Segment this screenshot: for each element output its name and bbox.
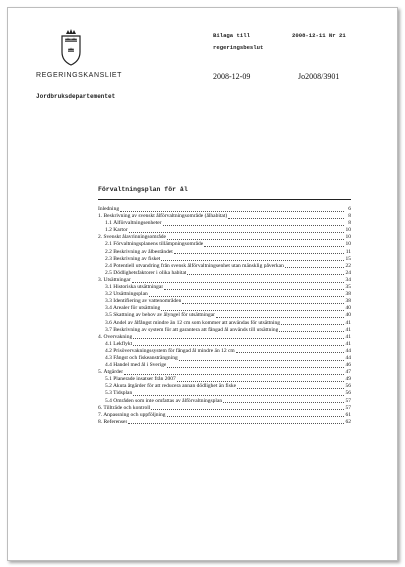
- table-of-contents: [98, 206, 351, 426]
- toc-leader-dots: [187, 274, 344, 275]
- toc-entry: [98, 398, 351, 405]
- toc-entry-label: 2.4 Potentiell utvandring från svensk ålförvaltningsenhet utan mänsklig påverkan: [105, 262, 284, 269]
- toc-entry-page: 47: [345, 369, 351, 376]
- toc-entry: [98, 220, 351, 227]
- toc-entry: [98, 383, 351, 390]
- toc-entry-label: 5. Åtgärder: [98, 369, 124, 376]
- toc-entry-page: 34: [345, 276, 351, 283]
- toc-entry: [98, 249, 351, 256]
- document-reference: Jo2008/3901: [298, 72, 340, 81]
- toc-entry: [98, 334, 351, 341]
- toc-entry-page: 44: [345, 347, 351, 354]
- toc-entry: [98, 227, 351, 234]
- toc-entry: [98, 312, 351, 319]
- toc-entry-label: 4. Övervakning: [98, 333, 133, 340]
- toc-entry: [98, 270, 351, 277]
- toc-entry-page: 24: [345, 269, 351, 276]
- toc-entry-label: 1. Beskrivning av svenskt ålförvaltningsområde (ålhabitat): [98, 213, 228, 220]
- toc-entry-label: 2.3 Beskrivning av fisket: [105, 255, 161, 262]
- toc-entry-label: 5.1 Planerade insatser från 2007: [105, 376, 176, 383]
- toc-leader-dots: [174, 253, 344, 254]
- document-page: [7, 7, 398, 561]
- toc-entry: [98, 241, 351, 248]
- toc-leader-dots: [216, 317, 344, 318]
- toc-entry-page: 35: [345, 284, 351, 291]
- toc-entry: [98, 355, 351, 362]
- toc-leader-dots: [151, 409, 344, 410]
- toc-entry: [98, 369, 351, 376]
- toc-entry: [98, 298, 351, 305]
- toc-entry-page: 41: [345, 319, 351, 326]
- toc-entry-page: 38: [345, 298, 351, 305]
- toc-entry-label: 1.2 Kartor: [105, 227, 128, 234]
- toc-entry-page: 15: [345, 255, 351, 262]
- toc-leader-dots: [120, 211, 344, 212]
- toc-entry-label: 5.2 Akuta åtgärder för att reducera annan dödlighet än fiske: [105, 383, 237, 390]
- toc-leader-dots: [177, 381, 344, 382]
- toc-entry: [98, 320, 351, 327]
- toc-entry-label: 2.1 Förvaltningsplanens tillämpningsområde: [105, 241, 204, 248]
- toc-leader-dots: [164, 289, 344, 290]
- toc-leader-dots: [237, 388, 344, 389]
- toc-entry: [98, 284, 351, 291]
- toc-leader-dots: [279, 331, 344, 332]
- toc-entry-page: 6: [348, 206, 351, 212]
- toc-entry-page: 41: [345, 326, 351, 333]
- toc-entry-page: 61: [345, 411, 351, 418]
- toc-entry-page: 56: [345, 383, 351, 390]
- toc-entry-page: 56: [345, 390, 351, 397]
- regeringskansliet-logo: [36, 28, 123, 88]
- toc-entry-page: 62: [345, 418, 351, 425]
- toc-leader-dots: [133, 395, 344, 396]
- toc-entry: [98, 327, 351, 334]
- toc-leader-dots: [124, 374, 344, 375]
- toc-entry-page: 57: [345, 397, 351, 404]
- toc-entry-label: 4.4 Handel med ål i Sverige: [105, 362, 167, 369]
- toc-entry-label: 3.4 Arealer för utsättning: [105, 305, 161, 312]
- toc-entry: [98, 213, 351, 220]
- toc-leader-dots: [129, 232, 344, 233]
- bilaga-label: Bilaga till: [213, 32, 250, 39]
- three-crowns-crest-icon: [57, 28, 85, 72]
- toc-leader-dots: [161, 310, 344, 311]
- toc-entry: [98, 376, 351, 383]
- toc-entry-page: 8: [348, 220, 351, 227]
- toc-leader-dots: [128, 423, 344, 424]
- toc-entry-label: 3.7 Beskrivning av system för att garantera att fångad ål används till utsättning: [105, 326, 279, 333]
- toc-entry: [98, 234, 351, 241]
- toc-leader-dots: [132, 282, 344, 283]
- department-name: Jordbruksdepartementet: [36, 93, 116, 100]
- toc-entry-label: 5.4 Områden som inte omfattas av ålförvaltningsplan: [105, 397, 223, 404]
- toc-leader-dots: [223, 402, 344, 403]
- toc-entry: [98, 362, 351, 369]
- toc-entry-page: 22: [345, 262, 351, 269]
- toc-leader-dots: [236, 352, 344, 353]
- toc-entry-label: 6. Tillträde och kontroll: [98, 404, 151, 411]
- toc-entry-label: 4.2 Prisövervakningssystem för fångad ål mindre än 12 cm: [105, 347, 235, 354]
- toc-entry: [98, 291, 351, 298]
- toc-entry-page: 49: [345, 376, 351, 383]
- toc-entry-label: 3.3 Identifiering av vattenområden: [105, 298, 182, 305]
- toc-entry-label: 7. Anpassning och uppföljning: [98, 411, 166, 418]
- toc-leader-dots: [228, 218, 344, 219]
- toc-entry: [98, 206, 351, 213]
- toc-entry-label: 2.5 Dödlighetsfaktorer i olika habitat: [105, 269, 187, 276]
- toc-entry-label: 2. Svenskt ålavrinningsområde: [98, 234, 166, 241]
- toc-entry-label: 3. Utsättningar: [98, 276, 131, 283]
- toc-entry-label: 2.2 Beskrivning av ålbeståndet: [105, 248, 173, 255]
- toc-entry-page: 40: [345, 312, 351, 319]
- toc-leader-dots: [281, 324, 344, 325]
- document-date: 2008-12-09: [213, 72, 251, 81]
- toc-entry-label: 5.3 Tidsplan: [105, 390, 133, 397]
- toc-entry: [98, 405, 351, 412]
- toc-leader-dots: [133, 345, 344, 346]
- toc-leader-dots: [133, 338, 344, 339]
- toc-entry-label: 1.1 Ålförvaltningsenheter: [105, 220, 162, 227]
- toc-entry-label: Inledning: [98, 206, 120, 212]
- logo-wordmark: REGERINGSKANSLIET: [36, 72, 123, 79]
- toc-entry-label: 8. Referenser: [98, 418, 128, 425]
- toc-leader-dots: [204, 246, 344, 247]
- beslut-label: regeringsbeslut: [213, 44, 264, 51]
- toc-entry-page: 10: [345, 227, 351, 234]
- toc-entry-page: 38: [345, 291, 351, 298]
- toc-leader-dots: [285, 267, 344, 268]
- toc-leader-dots: [167, 367, 344, 368]
- toc-entry-page: 41: [345, 333, 351, 340]
- toc-entry: [98, 277, 351, 284]
- toc-leader-dots: [167, 416, 344, 417]
- toc-entry-label: 3.5 Skattning av behov av ålyngel för utsättningar: [105, 312, 215, 319]
- toc-entry-label: 4.1 Lekflykt: [105, 340, 133, 347]
- toc-entry-page: 40: [345, 305, 351, 312]
- toc-leader-dots: [179, 360, 344, 361]
- toc-entry-label: 3.2 Utsättningsplan: [105, 291, 148, 298]
- title-divider: [98, 199, 351, 200]
- decision-number: 2008-12-11 Nr 21: [292, 32, 346, 39]
- toc-entry: [98, 305, 351, 312]
- toc-entry: [98, 341, 351, 348]
- toc-entry: [98, 256, 351, 263]
- toc-entry: [98, 263, 351, 270]
- toc-entry-page: 8: [348, 213, 351, 220]
- toc-entry: [98, 412, 351, 419]
- toc-entry: [98, 348, 351, 355]
- toc-entry: [98, 390, 351, 397]
- toc-entry-page: 10: [345, 241, 351, 248]
- toc-leader-dots: [182, 303, 344, 304]
- toc-entry-page: 57: [345, 404, 351, 411]
- toc-entry-page: 46: [345, 362, 351, 369]
- toc-entry-page: 10: [345, 234, 351, 241]
- toc-leader-dots: [167, 239, 344, 240]
- document-title: Förvaltningsplan för ål: [98, 186, 188, 193]
- toc-leader-dots: [161, 260, 344, 261]
- toc-entry-label: 3.1 Historiska utsättningar: [105, 284, 164, 291]
- toc-leader-dots: [149, 296, 344, 297]
- toc-entry-label: 4.3 Fångst och fiskeansträngning: [105, 354, 178, 361]
- toc-entry-page: 44: [345, 354, 351, 361]
- toc-entry-page: 41: [345, 340, 351, 347]
- toc-entry-page: 11: [345, 248, 351, 255]
- toc-leader-dots: [163, 225, 344, 226]
- toc-entry-label: 3.6 Andel av ålfångst mindre än 12 cm som kommer att användas för utsättning: [105, 319, 281, 326]
- toc-entry: [98, 419, 351, 426]
